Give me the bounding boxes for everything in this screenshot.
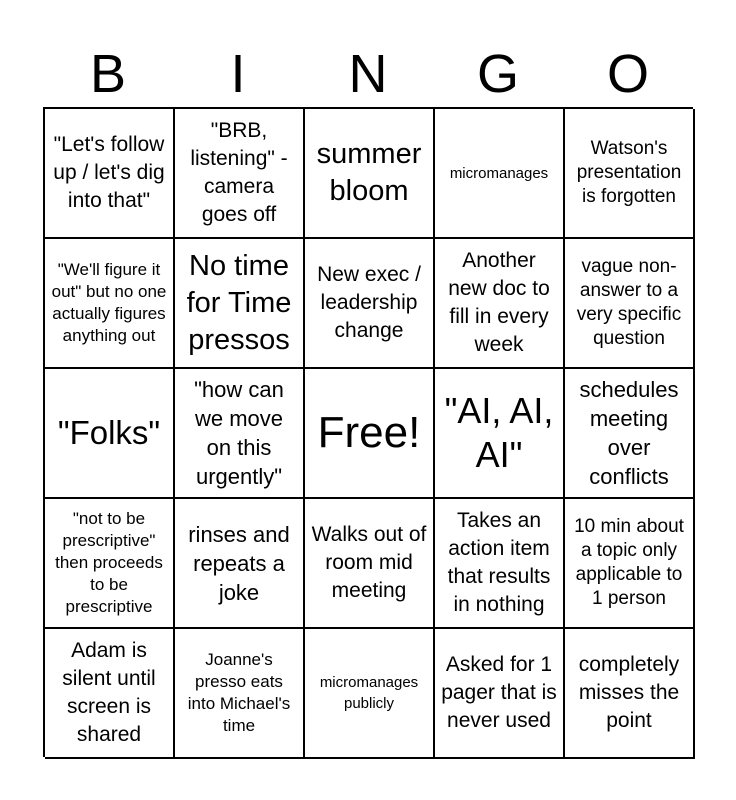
bingo-cell[interactable] xyxy=(435,109,565,239)
cell-text: micromanages publicly xyxy=(319,674,419,712)
bingo-cell[interactable] xyxy=(175,369,305,499)
cell-text: "BRB, listening" - camera goes off xyxy=(190,119,288,226)
cell-text: Joanne's presso eats into Michael's time xyxy=(187,650,291,735)
cell-text: Walks out of room mid meeting xyxy=(311,523,427,602)
bingo-cell[interactable] xyxy=(435,629,565,759)
cell-text: summer bloom xyxy=(316,138,422,207)
cell-text: 10 min about a topic only applicable to 1 person xyxy=(574,516,684,609)
bingo-cell[interactable] xyxy=(565,629,695,759)
bingo-cell[interactable] xyxy=(45,499,175,629)
cell-text: rinses and repeats a joke xyxy=(188,521,290,605)
cell-text: Another new doc to fill in every week xyxy=(448,249,550,356)
cell-text: vague non-answer to a very specific question xyxy=(576,256,682,349)
bingo-cell[interactable] xyxy=(175,109,305,239)
free-space[interactable] xyxy=(305,369,435,499)
bingo-cell[interactable] xyxy=(435,369,565,499)
bingo-cell[interactable] xyxy=(45,629,175,759)
bingo-cell[interactable] xyxy=(175,499,305,629)
bingo-cell[interactable] xyxy=(435,499,565,629)
cell-text: Asked for 1 pager that is never used xyxy=(441,653,557,732)
header-letter-n: N xyxy=(348,44,388,104)
header-letter-o: O xyxy=(606,44,649,104)
cell-text: Takes an action item that results in nothing xyxy=(447,509,551,616)
cell-text: completely misses the point xyxy=(578,653,680,732)
header-letter-i: I xyxy=(230,44,246,104)
cell-text: "Folks" xyxy=(57,414,161,451)
bingo-cell[interactable] xyxy=(435,239,565,369)
bingo-cell[interactable] xyxy=(45,239,175,369)
bingo-cell[interactable] xyxy=(565,499,695,629)
cell-text: Watson's presentation is forgotten xyxy=(576,138,682,207)
cell-text: "AI, AI, AI" xyxy=(444,390,554,475)
cell-text: No time for Time pressos xyxy=(186,249,292,356)
cell-text: schedules meeting over conflicts xyxy=(579,377,679,489)
cell-text: "We'll figure it out" but no one actually figures anything out xyxy=(51,260,167,345)
cell-text: New exec / leadership change xyxy=(317,263,421,342)
bingo-cell[interactable] xyxy=(305,109,435,239)
header-letter-b: B xyxy=(89,44,127,104)
cell-text: "not to be prescriptive" then proceeds to be prescriptive xyxy=(55,509,163,616)
bingo-cell[interactable] xyxy=(175,239,305,369)
bingo-header xyxy=(43,40,693,108)
bingo-cell[interactable] xyxy=(175,629,305,759)
cell-text: "Let's follow up / let's dig into that" xyxy=(53,133,165,212)
bingo-cell[interactable] xyxy=(305,239,435,369)
bingo-cell[interactable] xyxy=(45,109,175,239)
bingo-cell[interactable] xyxy=(565,239,695,369)
cell-text: "how can we move on this urgently" xyxy=(194,377,284,489)
header-letter-g: G xyxy=(476,44,519,104)
bingo-cell[interactable] xyxy=(305,629,435,759)
bingo-cell[interactable] xyxy=(565,369,695,499)
cell-text: Adam is silent until screen is shared xyxy=(62,639,156,746)
bingo-cell[interactable] xyxy=(305,499,435,629)
bingo-card xyxy=(43,107,693,757)
bingo-cell[interactable] xyxy=(565,109,695,239)
bingo-cell[interactable] xyxy=(45,369,175,499)
cell-text: micromanages xyxy=(449,164,549,182)
cell-text: Free! xyxy=(317,408,421,457)
